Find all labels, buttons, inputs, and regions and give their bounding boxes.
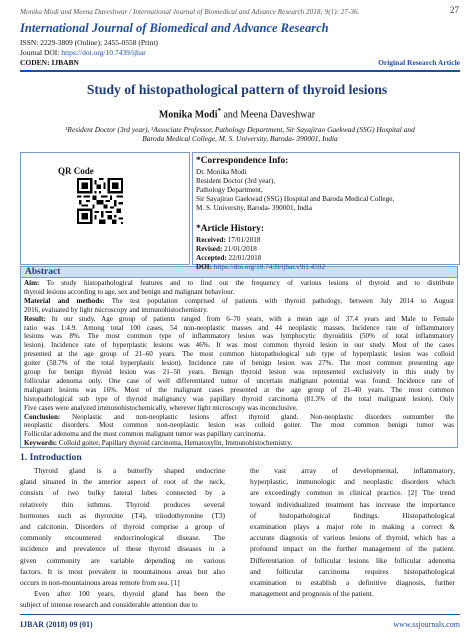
affiliations xyxy=(40,125,440,143)
abstract-line xyxy=(24,413,454,421)
revised-label: Revised: xyxy=(196,245,223,253)
header-rule xyxy=(20,70,460,72)
abstract-line xyxy=(24,288,454,296)
qr-label: QR Code xyxy=(58,166,94,176)
abstract-line xyxy=(24,386,454,394)
abstract-text: Neoplastic and non-neoplastic lesions affect thyroid gland. Non-neoplastic disorders outnumber the xyxy=(60,412,454,421)
received-label: Received: xyxy=(196,236,226,244)
abstract-line xyxy=(24,306,454,314)
journal-title: International Journal of Biomedical and Advance Research xyxy=(20,21,329,35)
intro-line: profound impact on the further management of the patient. xyxy=(250,544,455,554)
abstract-line xyxy=(24,324,454,332)
intro-line: toward individualized treatment has increase the importance xyxy=(250,499,455,509)
journal-doi-label: Journal DOI: xyxy=(20,48,62,57)
abstract-label: Material and methods: xyxy=(24,296,105,305)
abstract-text: 2016, evaluated by light microscopy and immunohistochemistry. xyxy=(24,305,208,314)
abstract-label: Result: xyxy=(24,314,46,323)
abstract-line xyxy=(24,341,454,349)
abstract-heading: Abstract xyxy=(20,266,458,277)
correspondence-line: M. S. University, Baroda- 390001, India xyxy=(196,204,312,212)
paper-title: Study of histopathological pattern of thyroid lesions xyxy=(86,82,388,97)
abstract-text: ratio was 1:4.9. Among total 100 cases, 54 non-neoplastic masses and 44 neoplastic masses. Incidence rate of inflammatory xyxy=(24,323,454,332)
received-date xyxy=(196,236,260,244)
intro-line: gland situated in the anterior aspect of root of the neck, xyxy=(20,477,225,487)
accepted-label: Accepted: xyxy=(196,254,227,262)
journal-coden: CODEN: IJBABN xyxy=(20,58,79,67)
running-head: Monika Modi and Meena Daveshwar / International Journal of Biomedical and Advance Research 2018; 9(1): 27-36. xyxy=(20,8,360,16)
article-type: Original Research Article xyxy=(378,58,460,67)
abstract-line xyxy=(24,377,454,385)
author-2: and Meena Daveshwar xyxy=(220,109,316,121)
abstract-text: lesions was 8%. The most common type of inflammatory lesion was lymphocytic thyroiditis (50% of total inflammatory xyxy=(24,332,454,341)
revised-date xyxy=(196,245,257,253)
correspondence-line: Pathology Department, xyxy=(196,186,263,194)
abstract-line xyxy=(24,430,454,438)
intro-line: examination to establish a definitive diagnosis, further xyxy=(250,578,455,587)
qr-code-icon xyxy=(77,178,123,224)
correspondence-heading: *Correspondence Info: xyxy=(196,156,289,166)
intro-line: commonly encountered endocrinological disease. The xyxy=(20,533,225,543)
journal-doi-link[interactable]: https://doi.org/10.7439/ijbar xyxy=(61,48,146,57)
abstract-text: goiter (58.7% of the total hyperplastic lesion). Incidence rate of benign lesion was 27%. The most common presenting age xyxy=(24,359,454,368)
journal-issn: ISSN: 2229-3809 (Online); 2455-0558 (Print) xyxy=(20,38,158,47)
abstract-line xyxy=(24,421,454,429)
intro-line: Thyroid gland is a butterfly shaped endocrine xyxy=(34,466,225,475)
journal-doi-line xyxy=(20,48,146,57)
abstract-text: Follicular adenoma and the most common malignant tumor was papillary carcinoma. xyxy=(24,430,266,439)
abstract-text: follicular adenoma only. One case of well differentiated tumor of uncertain malignant potential was found. Incidence rate of xyxy=(24,376,454,385)
intro-line: occurs in non-mountainous areas remote from sea. [1] xyxy=(20,578,180,587)
intro-line: relatively thin isthmus. Thyroid produces several xyxy=(20,499,225,509)
section-heading: 1. Introduction xyxy=(20,452,82,463)
intro-line: hyperplastic, immunologic and neoplastic disorders which xyxy=(250,477,455,487)
intro-line: consists of two bulky lateral lobes connected by a xyxy=(20,488,225,498)
abstract-text: neoplastic disorders. Most common non-neoplastic lesion was colloid goiter. The most common benign tumor was xyxy=(24,421,454,430)
intro-line: Even after 100 years, thyroid gland has been the xyxy=(34,589,225,599)
intro-line: the vast array of developmental, inflammatory, xyxy=(250,466,455,475)
abstract-text: In our study, Age group of patients ranged from 6–70 years, with a mean age of 37.4 years and Male to Female xyxy=(45,314,454,323)
intro-line: given community are variable depending on various xyxy=(20,555,225,565)
history-doi-link[interactable]: https://doi.org/10.7439/ijbar.v9i1.4592 xyxy=(211,263,326,271)
abstract-text: Colloid goiter, Papillary thyroid carcinoma, Hematoxylin, Immunohistochemistry. xyxy=(57,439,293,448)
footer-journal-issue: IJBAR (2018) 09 (01) xyxy=(20,620,93,629)
correspondence-line: Dr. Monika Modi xyxy=(196,168,247,176)
abstract-text: lesion). Incidence rate of hyperplastic lesions was 46%. It was most common thyroid lesion in our study. Most of the cases xyxy=(24,341,454,350)
page-number: 27 xyxy=(450,5,459,15)
abstract-line xyxy=(24,395,454,403)
abstract-text: Five cases were analyzed immunohistochemically, wherever light microscopy was inconclusive. xyxy=(24,403,298,412)
history-doi-visible xyxy=(196,263,325,271)
author-1: Monika Modi xyxy=(158,109,218,121)
authors xyxy=(0,107,474,120)
abstract-line xyxy=(24,297,454,305)
intro-line: Differentiation of follicular lesions like follicular adenoma xyxy=(250,555,455,565)
affiliation-line-2: Baroda Medical College, M. S. University, Baroda- 390001, India xyxy=(142,134,338,143)
received-value: 17/01/2018 xyxy=(225,236,261,244)
abstract-line xyxy=(24,359,454,367)
accepted-value: 22/01/2018 xyxy=(226,254,262,262)
abstract-line xyxy=(24,368,454,376)
abstract-line xyxy=(24,332,454,340)
abstract-text: group for benign thyroid lesion was 21–50 years. Benign thyroid lesion was represented exclusively in this study by xyxy=(24,368,454,376)
revised-value: 21/01/2018 xyxy=(222,245,257,253)
author-1-sup: * xyxy=(217,107,221,115)
abstract-text: histopathological sub type of thyroid malignancy was papillary thyroid carcinoma (81.3% of the total malignant lesion). Only xyxy=(24,394,454,403)
abstract-line xyxy=(24,350,454,358)
abstract-label: Aim: xyxy=(24,279,40,287)
history-heading: *Article History: xyxy=(196,224,264,234)
abstract-text: The test population comprised of patients with thyroid pathology, between July 2014 to August xyxy=(104,296,454,305)
accepted-date xyxy=(196,254,261,262)
intro-line: and follicular carcinoma requires histopathological xyxy=(250,566,455,576)
abstract-line xyxy=(24,315,454,323)
intro-line: factors. It is most prevalent in mountainous areas but also xyxy=(20,566,225,576)
intro-line: management and prognosis of the patient. xyxy=(250,589,374,599)
abstract-label: Keywords: xyxy=(24,439,58,448)
intro-line: are exceedingly common in clinical practice. [2] The trend xyxy=(250,488,455,498)
intro-line: subject of intense research and considerable attention due to xyxy=(20,600,198,610)
intro-line: and calcitonin. Disorders of thyroid comprise a group of xyxy=(20,522,225,531)
abstract-label: Conclusion: xyxy=(24,412,61,421)
intro-line: accurate diagnosis of various lesions of thyroid, which has a xyxy=(250,533,455,543)
correspondence-line: Resident Doctor (3rd year), xyxy=(196,177,276,185)
abstract-text: thyroid lesions according to age, sex and benign and malignant behaviour. xyxy=(24,287,235,296)
history-doi-label: DOI: xyxy=(196,263,212,271)
abstract-text: To study histopathological features and to find out the frequency of various lesions of thyroid and to distribute xyxy=(39,279,454,287)
correspondence-line: Sir Sayajirao Gaekwad (SSG) Hospital and Baroda Medical College, xyxy=(196,195,395,203)
abstract-line xyxy=(24,404,454,412)
abstract-line xyxy=(24,439,454,447)
intro-line: incidence and prevalence of these thyroid diseases in a xyxy=(20,544,225,554)
intro-line: of histopathological findings. Histopathological xyxy=(250,510,455,520)
intro-line: examination plays a major role in making a correct & xyxy=(250,522,455,531)
footer-rule xyxy=(20,614,460,615)
abstract-text: malignant lesions was 16%. Most of the malignant cases presented at the age group of 21–40 years. The most common xyxy=(24,385,454,394)
abstract-text: presented at the age group of 21–60 years. The most common histopathological sub type of hyperplastic lesion was colloid xyxy=(24,350,454,359)
footer-website-link[interactable]: www.ssjournals.com xyxy=(393,620,460,629)
abstract-line xyxy=(24,279,454,287)
intro-line: hormones such as thyroxine (T4), triiodothyronine (T3) xyxy=(20,510,225,520)
affiliation-line-1: ¹Resident Doctor (3rd year), ²Associate Professor, Pathology Department, Sir Sayajirao Gaekwad (SSG) Hospital and xyxy=(65,125,415,134)
